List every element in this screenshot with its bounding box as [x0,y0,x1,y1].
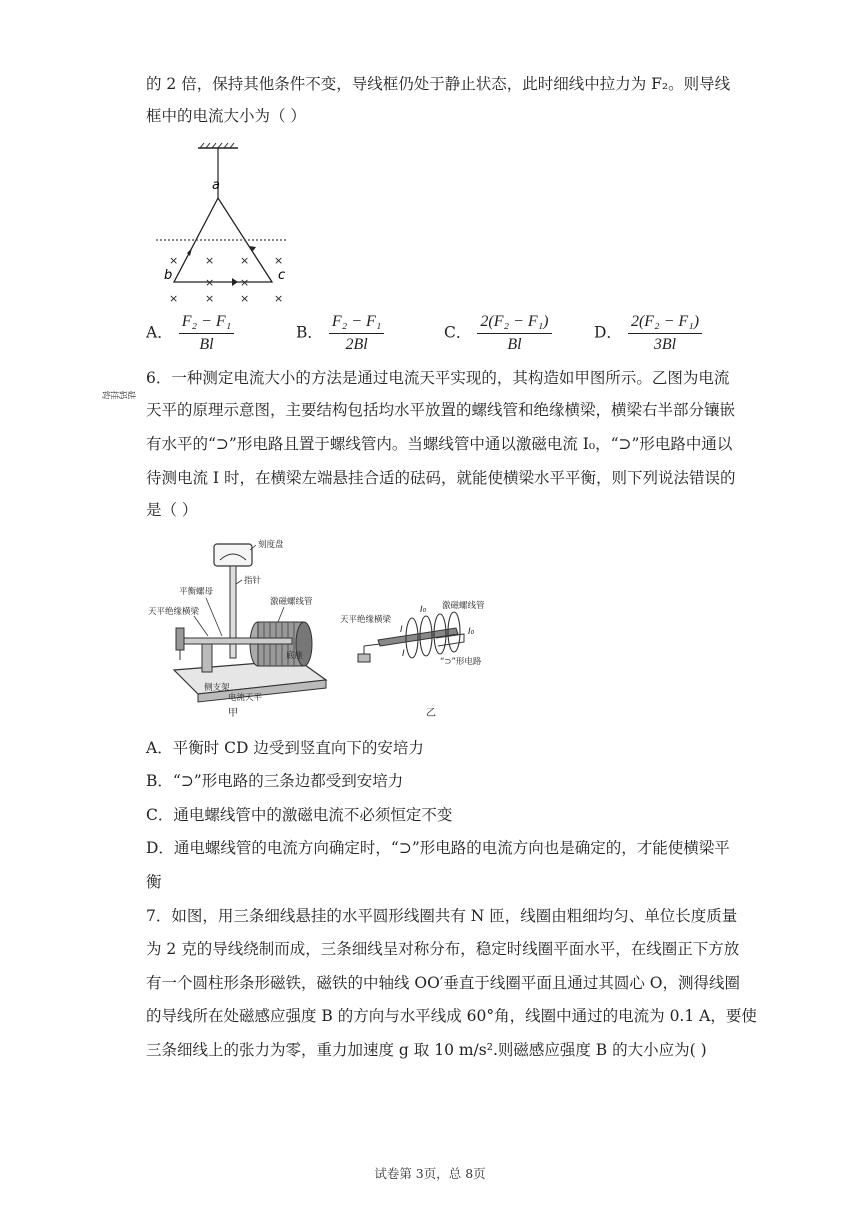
q6-option-b: B．“⊃”形电路的三条边都受到安培力 [146,772,404,790]
fig-label-weight: 砝码挂钩 [102,389,136,399]
q6-text-line-4: 待测电流 I 时，在横梁左端悬挂合适的砝码，就能使横梁水平平衡，则下列说法错误的 [146,469,736,487]
q6-text-line-1: 6．一种测定电流大小的方法是通过电流天平实现的，其构造如甲图所示。乙图为电流 [146,369,730,387]
fig-label-beam: 天平绝缘横梁 [148,607,200,617]
q5-triangle-figure [148,140,298,308]
field-x-mark: × [169,254,179,267]
q6-text-line-3: 有水平的“⊃”形电路且置于螺线管内。当螺线管中通以激磁电流 I₀，“⊃”形电路中通以 [146,435,733,453]
fig-label-nut: 平衡螺母 [179,587,214,597]
fig-tag-jia: 甲 [228,708,238,719]
q5-option-d: D． $\frac{\text{2(F₂ − F₁)}}{3Bl}$ [594,313,702,354]
q5-option-a: A． $\frac{\text{F₂ − F₁}}{Bl}$ [146,313,234,354]
field-x-mark: × [274,254,284,267]
field-x-mark: × [240,292,250,305]
q6-figure-current-balance [102,389,336,722]
field-x-mark: × [274,292,284,305]
field-x-mark: × [240,276,250,289]
arrow-icon [232,278,238,286]
fig-b-label-I: I [402,649,405,659]
field-x-mark: × [205,292,215,305]
field-x-mark: × [205,254,215,267]
fig-label-frame: 侧支架 [204,683,230,693]
field-x-mark: × [169,292,179,305]
q5-option-c: C． $\frac{\text{2(F₂ − F₁)}}{Bl}$ [444,313,552,354]
q5-option-b: B． $\frac{\text{F₂ − F₁}}{2Bl}$ [296,313,384,354]
fig-label-pointer: 指针 [244,576,262,586]
q5-label-a: a [212,178,220,193]
fig-tag-yi: 乙 [426,708,436,719]
q6-figure-schematic [340,592,510,720]
q7-text-line-3: 有一个圆柱形条形磁铁，磁铁的中轴线 OO′垂直于线圈平面且通过其圆心 O，测得线圈 [146,974,740,992]
fig-label-dial: 刻度盘 [258,540,284,550]
q7-text-line-1: 7．如图，用三条细线悬挂的水平圆形线圈共有 N 匝，线圈由粗细均匀、单位长度质量 [146,907,738,925]
fig-label-name: 电流天平 [228,693,263,703]
fig-b-label-solenoid: 激磁螺线管 [442,601,485,611]
field-x-mark: × [240,254,250,267]
q7-text-line-5: 三条细线上的张力为零，重力加速度 g 取 10 m/s².则磁感应强度 B 的大小应为( ) [146,1041,707,1059]
q7-text-line-4: 的导线所在处磁感应强度 B 的方向与水平线成 60°角，线圈中通过的电流为 0.1 A，要使 [146,1007,757,1025]
fig-label-solenoid: 激磁螺线管 [270,597,313,607]
fig-b-label-I: I [400,625,403,635]
fig-b-label-I0: I₀ [468,627,475,637]
field-x-mark: × [205,276,215,289]
fig-label-base: 底座 [286,651,304,661]
fig-b-label-circuit: “⊃”形电路 [440,657,482,667]
q6-option-a: A．平衡时 CD 边受到竖直向下的安培力 [146,739,424,757]
q6-option-d-line-1: D．通电螺线管的电流方向确定时，“⊃”形电路的电流方向也是确定的，才能使横梁平 [146,839,730,857]
fig-b-label-I0: I₀ [420,605,427,615]
q6-text-line-5: 是（ ） [146,501,198,519]
q6-text-line-2: 天平的原理示意图，主要结构包括均水平放置的螺线管和绝缘横梁，横梁右半部分镶嵌 [146,401,736,419]
q5-label-b: b [164,268,173,283]
q7-text-line-2: 为 2 克的导线绕制而成，三条细线呈对称分布，稳定时线圈平面水平，在线圈正下方放 [146,940,740,958]
fig-b-label-beam: 天平绝缘横梁 [340,615,392,625]
q5-text-line-1: 的 2 倍，保持其他条件不变，导线框仍处于静止状态，此时细线中拉力为 F₂。则导线 [146,75,731,93]
q6-option-c: C．通电螺线管中的激磁电流不必须恒定不变 [146,806,453,824]
q5-label-c: c [278,268,286,283]
q5-text-line-2: 框中的电流大小为（ ） [146,107,306,125]
q6-option-d-line-2: 衡 [146,873,162,891]
page-footer: 试卷第 3页，总 8页 [374,1166,486,1181]
